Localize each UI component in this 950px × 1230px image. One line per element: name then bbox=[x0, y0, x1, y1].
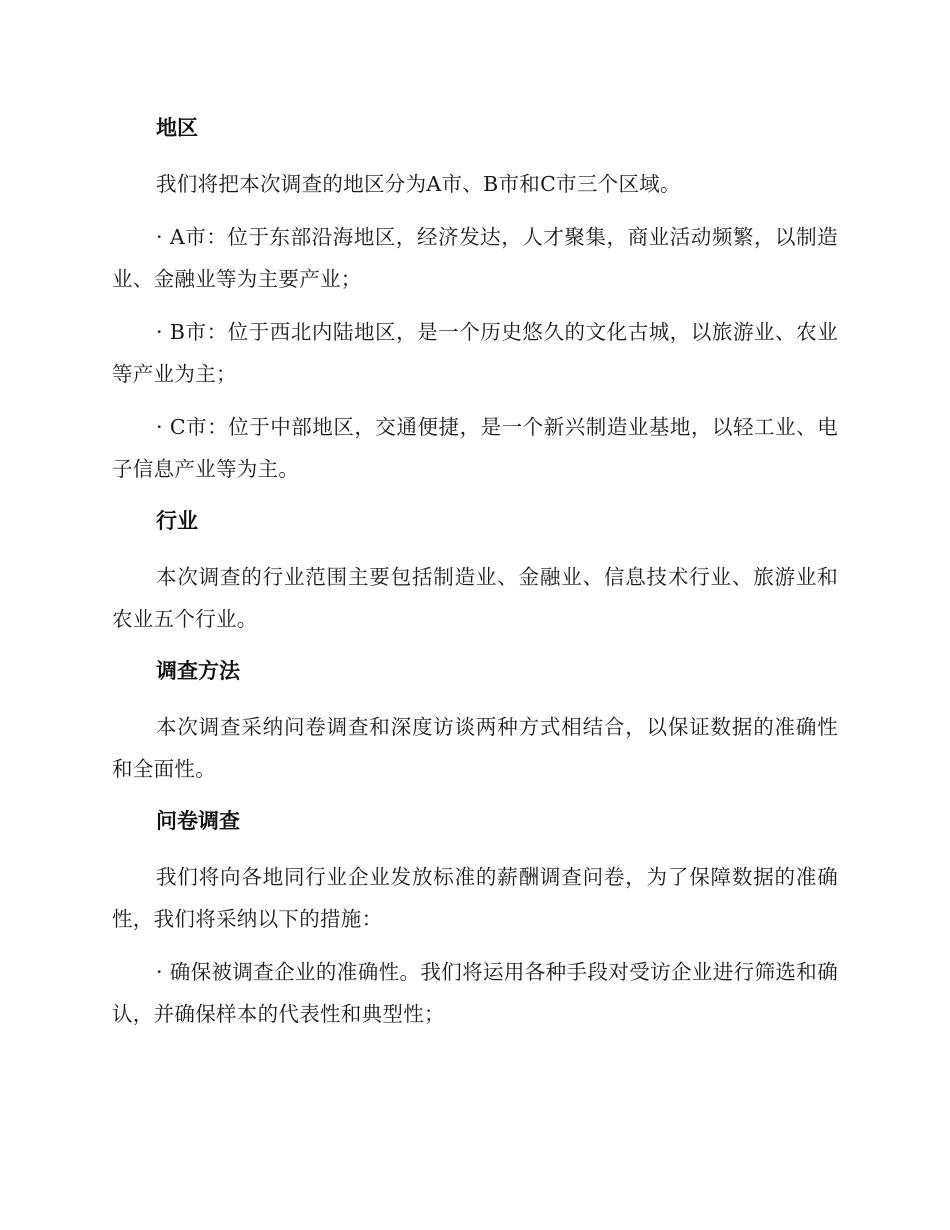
section-heading-region: 地区 bbox=[156, 116, 198, 140]
section-heading-questionnaire: 问卷调查 bbox=[156, 809, 240, 833]
questionnaire-bullet-1: · 确保被调查企业的准确性。我们将运用各种手段对受访企业进行筛选和确认，并确保样本的代表性和典型性； bbox=[112, 960, 838, 1026]
city-a-bullet: · A市：位于东部沿海地区，经济发达，人才聚集，商业活动频繁，以制造业、金融业等为主要产业； bbox=[112, 225, 838, 291]
region-intro-paragraph: 我们将把本次调查的地区分为A市、B市和C市三个区域。 bbox=[156, 172, 681, 196]
section-heading-industry: 行业 bbox=[156, 509, 198, 533]
questionnaire-paragraph: 我们将向各地同行业企业发放标准的薪酬调查问卷，为了保障数据的准确性，我们将采纳以下的措施： bbox=[112, 865, 838, 931]
city-b-bullet: · B市：位于西北内陆地区，是一个历史悠久的文化古城，以旅游业、农业等产业为主； bbox=[112, 320, 838, 386]
industry-paragraph: 本次调查的行业范围主要包括制造业、金融业、信息技术行业、旅游业和农业五个行业。 bbox=[112, 565, 838, 631]
city-c-bullet: · C市：位于中部地区，交通便捷，是一个新兴制造业基地，以轻工业、电子信息产业等为主。 bbox=[112, 415, 838, 481]
section-heading-method: 调查方法 bbox=[156, 659, 240, 683]
method-paragraph: 本次调查采纳问卷调查和深度访谈两种方式相结合，以保证数据的准确性和全面性。 bbox=[112, 715, 838, 781]
document-body bbox=[112, 108, 838, 1046]
